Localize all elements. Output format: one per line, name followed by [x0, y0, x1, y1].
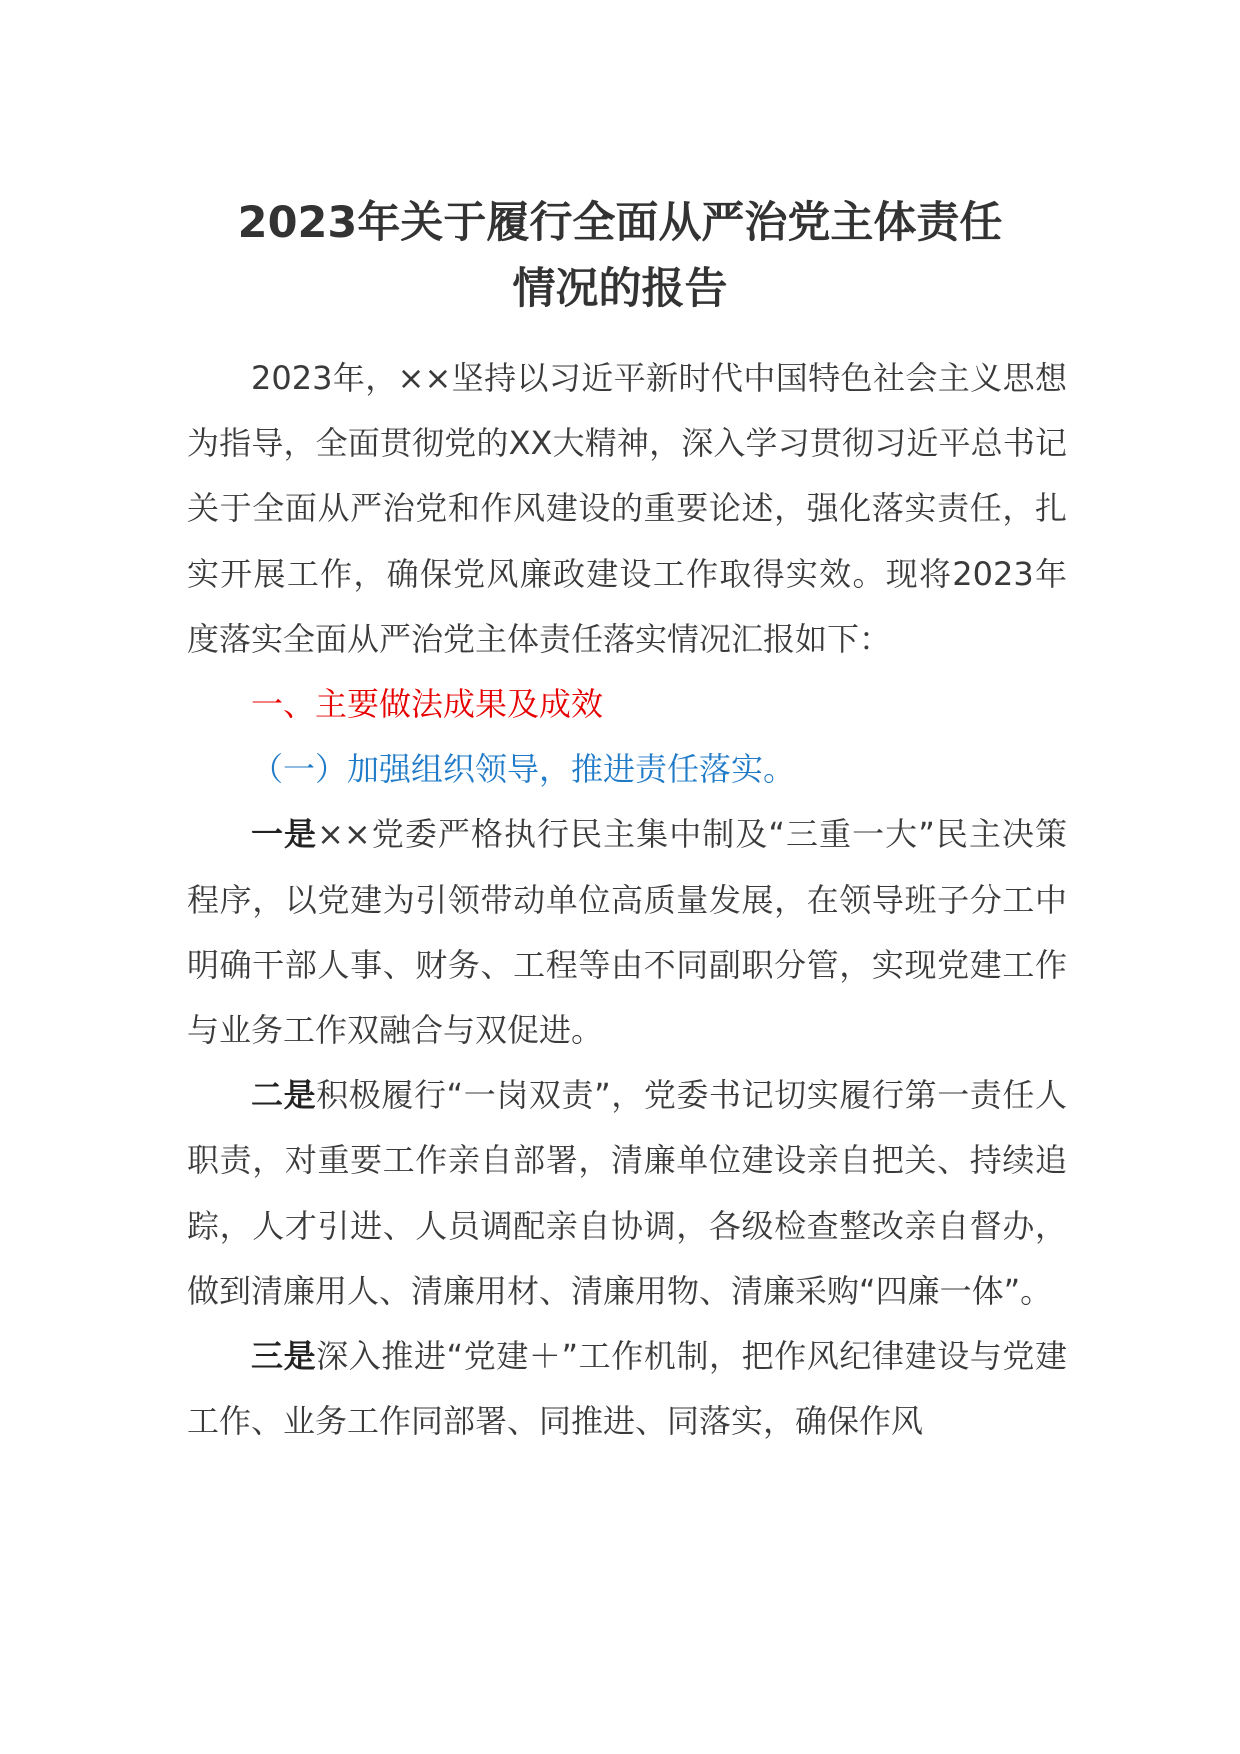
item-text-3: 深入推进“党建＋”工作机制，把作风纪律建设与党建工作、业务工作同部署、同推进、同落实，确保作风: [187, 1337, 1067, 1441]
title-line-1: 2023年关于履行全面从严治党主体责任: [237, 198, 1003, 248]
item-lead-2: 二是: [251, 1076, 317, 1115]
document-title: [150, 190, 1090, 322]
section-heading: 一、主要做法成果及成效: [251, 685, 604, 724]
document-body: [187, 346, 1067, 1454]
item-paragraph-1: [187, 802, 1067, 1063]
item-text-2: 积极履行“一岗双责”，党委书记切实履行第一责任人职责，对重要工作亲自部署，清廉单位建设亲自把关、持续追踪，人才引进、人员调配亲自协调，各级检查整改亲自督办，做到清廉用人、清廉用材、清廉用物、清廉采购“四廉一体”。: [187, 1076, 1067, 1310]
intro-paragraph: 2023年，××坚持以习近平新时代中国特色社会主义思想为指导，全面贯彻党的XX大精神，深入学习贯彻习近平总书记关于全面从严治党和作风建设的重要论述，强化落实责任，扎实开展工作，确保党风廉政建设工作取得实效。现将2023年度落实全面从严治党主体责任落实情况汇报如下：: [187, 359, 1067, 658]
item-lead-3: 三是: [251, 1337, 317, 1376]
title-line-2: 情况的报告: [512, 264, 728, 314]
item-lead-1: 一是: [251, 815, 318, 854]
item-paragraph-3: [187, 1324, 1067, 1454]
item-text-1: ××党委严格执行民主集中制及“三重一大”民主决策程序，以党建为引领带动单位高质量发展，在领导班子分工中明确干部人事、财务、工程等由不同副职分管，实现党建工作与业务工作双融合与双促进。: [187, 815, 1067, 1050]
item-paragraph-2: [187, 1063, 1067, 1324]
subsection-heading: （一）加强组织领导，推进责任落实。: [251, 750, 796, 789]
